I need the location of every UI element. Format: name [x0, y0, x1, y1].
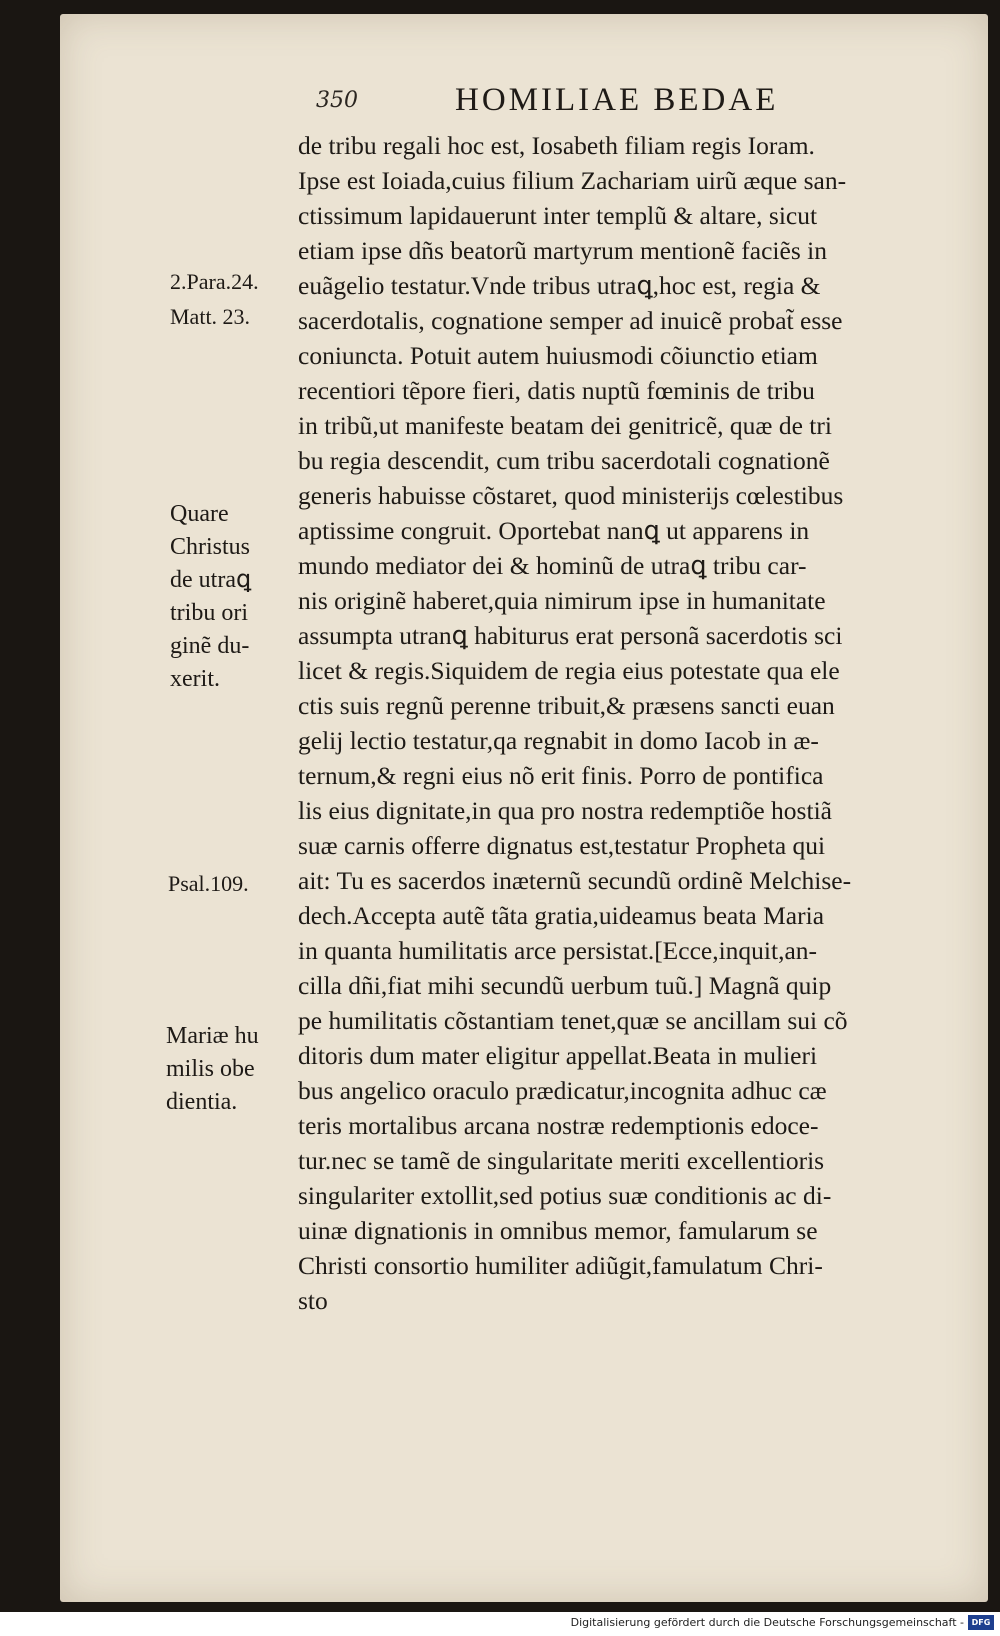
text-line: sacerdotalis, cognatione semper ad inuicẽ probat̃ esse	[298, 306, 843, 335]
text-line: assumpta utranꝗ habiturus erat personã sacerdotis sci	[298, 621, 843, 650]
text-line: aptissime congruit. Oportebat nanꝗ ut apparens in	[298, 516, 810, 545]
margin-note-line: milis obe	[166, 1056, 255, 1082]
margin-note-line: ginẽ du-	[170, 633, 250, 659]
text-line: uinæ dignationis in omnibus memor, famularum se	[298, 1216, 818, 1245]
margin-note-marie	[166, 1020, 259, 1119]
margin-note-line: Mariæ hu	[166, 1023, 259, 1049]
text-line: gelij lectio testatur,qa regnabit in domo Iacob in æ-	[298, 726, 819, 755]
text-line: lis eius dignitate,in qua pro nostra redemptiõe hostiã	[298, 796, 832, 825]
text-line: ctis suis regnũ perenne tribuit,& præsens sancti euan	[298, 691, 835, 720]
text-line: ditoris dum mater eligitur appellat.Beata in mulieri	[298, 1041, 818, 1070]
margin-note-line: dientia.	[166, 1089, 238, 1115]
text-line: euãgelio testatur.Vnde tribus utraꝗ,hoc est, regia &	[298, 271, 821, 300]
text-line: tur.nec se tamẽ de singularitate meriti excellentioris	[298, 1146, 825, 1175]
margin-note-line: tribu ori	[170, 600, 248, 626]
text-line: sto	[298, 1286, 328, 1315]
margin-note-line: xerit.	[170, 666, 220, 692]
text-line: bu regia descendit, cum tribu sacerdotali cognationẽ	[298, 446, 830, 475]
text-line: singulariter extollit,sed potius suæ conditionis ac di-	[298, 1181, 832, 1210]
margin-note-line: Psal.109.	[168, 871, 249, 896]
text-line: ctissimum lapidauerunt inter templũ & altare, sicut	[298, 201, 818, 230]
margin-note-quare	[170, 498, 251, 696]
running-head: HOMILIAE BEDAE	[455, 82, 779, 118]
text-line: in tribũ,ut manifeste beatam dei genitricẽ, quæ de tri	[298, 411, 832, 440]
text-line: generis habuisse cõstaret, quod ministerijs cœlestibus	[298, 481, 844, 510]
text-line: coniuncta. Potuit autem huiusmodi cõiunctio etiam	[298, 341, 818, 370]
text-line: bus angelico oraculo prædicatur,incognita adhuc cæ	[298, 1076, 827, 1105]
margin-note-line: de utraꝗ	[170, 567, 252, 593]
text-line: dech.Accepta autẽ tãta gratia,uideamus beata Maria	[298, 901, 825, 930]
margin-note-line: Christus	[170, 534, 251, 560]
margin-note-para	[170, 264, 259, 334]
text-line: etiam ipse dñs beatorũ martyrum mentionẽ faciẽs in	[298, 236, 827, 265]
text-line: ait: Tu es sacerdos inæternũ secundũ ordinẽ Melchise-	[298, 866, 852, 895]
text-line: suæ carnis offerre dignatus est,testatur Propheta qui	[298, 831, 826, 860]
page-number: 350	[316, 88, 358, 113]
text-line: Christi consortio humiliter adiũgit,famulatum Chri-	[298, 1251, 823, 1280]
margin-note-line: Matt. 23.	[170, 304, 251, 329]
text-line: nis originẽ haberet,quia nimirum ipse in humanitate	[298, 586, 826, 615]
text-line: ternum,& regni eius nõ erit finis. Porro de pontifica	[298, 761, 824, 790]
margin-note-psal	[168, 866, 249, 901]
text-line: cilla dñi,fiat mihi secundũ uerbum tuũ.] Magnã quip	[298, 971, 832, 1000]
text-line: Ipse est Ioiada,cuius filium Zachariam uirũ æque san-	[298, 166, 847, 195]
footer-credit: Digitalisierung gefördert durch die Deutsche Forschungsgemeinschaft -	[570, 1616, 964, 1629]
text-line: de tribu regali hoc est, Iosabeth filiam regis Ioram.	[298, 131, 815, 160]
margin-note-line: Quare	[170, 501, 229, 527]
dfg-logo: DFG	[968, 1615, 994, 1630]
text-line: licet & regis.Siquidem de regia eius potestate qua ele	[298, 656, 840, 685]
text-line: teris mortalibus arcana nostræ redemptionis edoce-	[298, 1111, 819, 1140]
text-line: pe humilitatis cõstantiam tenet,quæ se ancillam sui cõ	[298, 1006, 848, 1035]
text-line: in quanta humilitatis arce persistat.[Ecce,inquit,an-	[298, 936, 818, 965]
text-line: mundo mediator dei & hominũ de utraꝗ tribu car-	[298, 551, 807, 580]
body-text	[298, 128, 970, 1318]
margin-note-line: 2.Para.24.	[170, 269, 259, 294]
text-line: recentiori tẽpore fieri, datis nuptũ fœminis de tribu	[298, 376, 815, 405]
footer-bar	[0, 1612, 1000, 1636]
